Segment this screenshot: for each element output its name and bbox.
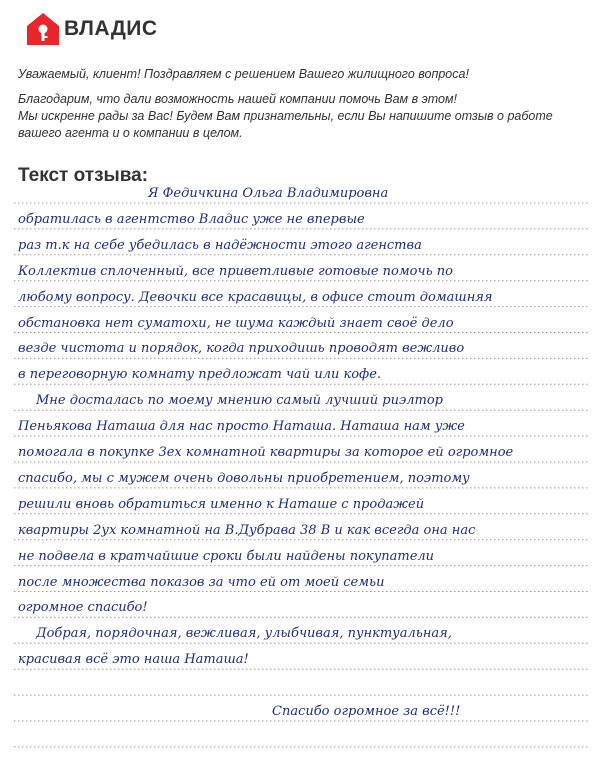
review-line: Спасибо огромное за всё!!! — [272, 704, 461, 719]
review-line: Пеньякова Наташа для нас просто Наташа. Наташа нам уже — [18, 419, 465, 435]
review-line: огромное спасибо! — [18, 600, 148, 616]
review-line: не подвела в кратчайшие сроки были найдены покупатели — [18, 548, 435, 564]
review-line: красивая всё это наша Наташа! — [18, 652, 249, 668]
intro-line-1: Уважаемый, клиент! Поздравляем с решением Вашего жилищного вопроса! — [18, 67, 469, 81]
review-line: помогала в покупке 3ех комнатной квартиры за которое ей огромное — [18, 445, 514, 460]
intro-line-4: вашего агента и о компании в целом. — [18, 126, 243, 140]
review-line: в переговорную комнату предложат чай или кофе. — [18, 367, 382, 383]
review-line: Мне досталась по моему мнению самый лучший риэлтор — [36, 393, 443, 409]
review-line: Я Федичкина Ольга Владимировна — [148, 186, 389, 201]
review-line: квартиры 2ух комнатной на В.Дубрава 38 В и как всегда она нас — [18, 522, 476, 538]
review-line: обстановка нет суматохи, не шума каждый знает своё дело — [18, 315, 454, 331]
intro-line-2: Благодарим, что дали возможность нашей компании помочь Вам в этом! — [18, 92, 458, 106]
review-line: Коллектив сплоченный, все приветливые готовые помочь по — [18, 263, 453, 279]
intro-line-3: Мы искренне рады за Вас! Будем Вам признательны, если Вы напишите отзыв о работе — [18, 109, 553, 123]
brand-name: ВЛАДИС — [64, 17, 158, 40]
review-line: спасибо, мы с мужем очень довольны приобретением, поэтому — [18, 470, 470, 486]
review-title: Текст отзыва: — [18, 165, 149, 186]
review-line: Добрая, порядочная, вежливая, улыбчивая, пунктуальная, — [36, 626, 452, 642]
review-line: обратилась в агентство Владис уже не впервые — [18, 211, 365, 227]
review-line: решили вновь обратиться именно к Наташе с продажей — [18, 496, 425, 512]
review-line: любому вопросу. Девочки все красавицы, в офисе стоит домашняя — [18, 289, 493, 305]
review-line: после множества показов за что ей от моей семьи — [18, 574, 385, 590]
review-line: раз т.к на себе убедилась в надёжности этого агенства — [18, 237, 422, 253]
review-line: везде чистота и порядок, когда приходишь проводят вежливо — [18, 341, 465, 357]
